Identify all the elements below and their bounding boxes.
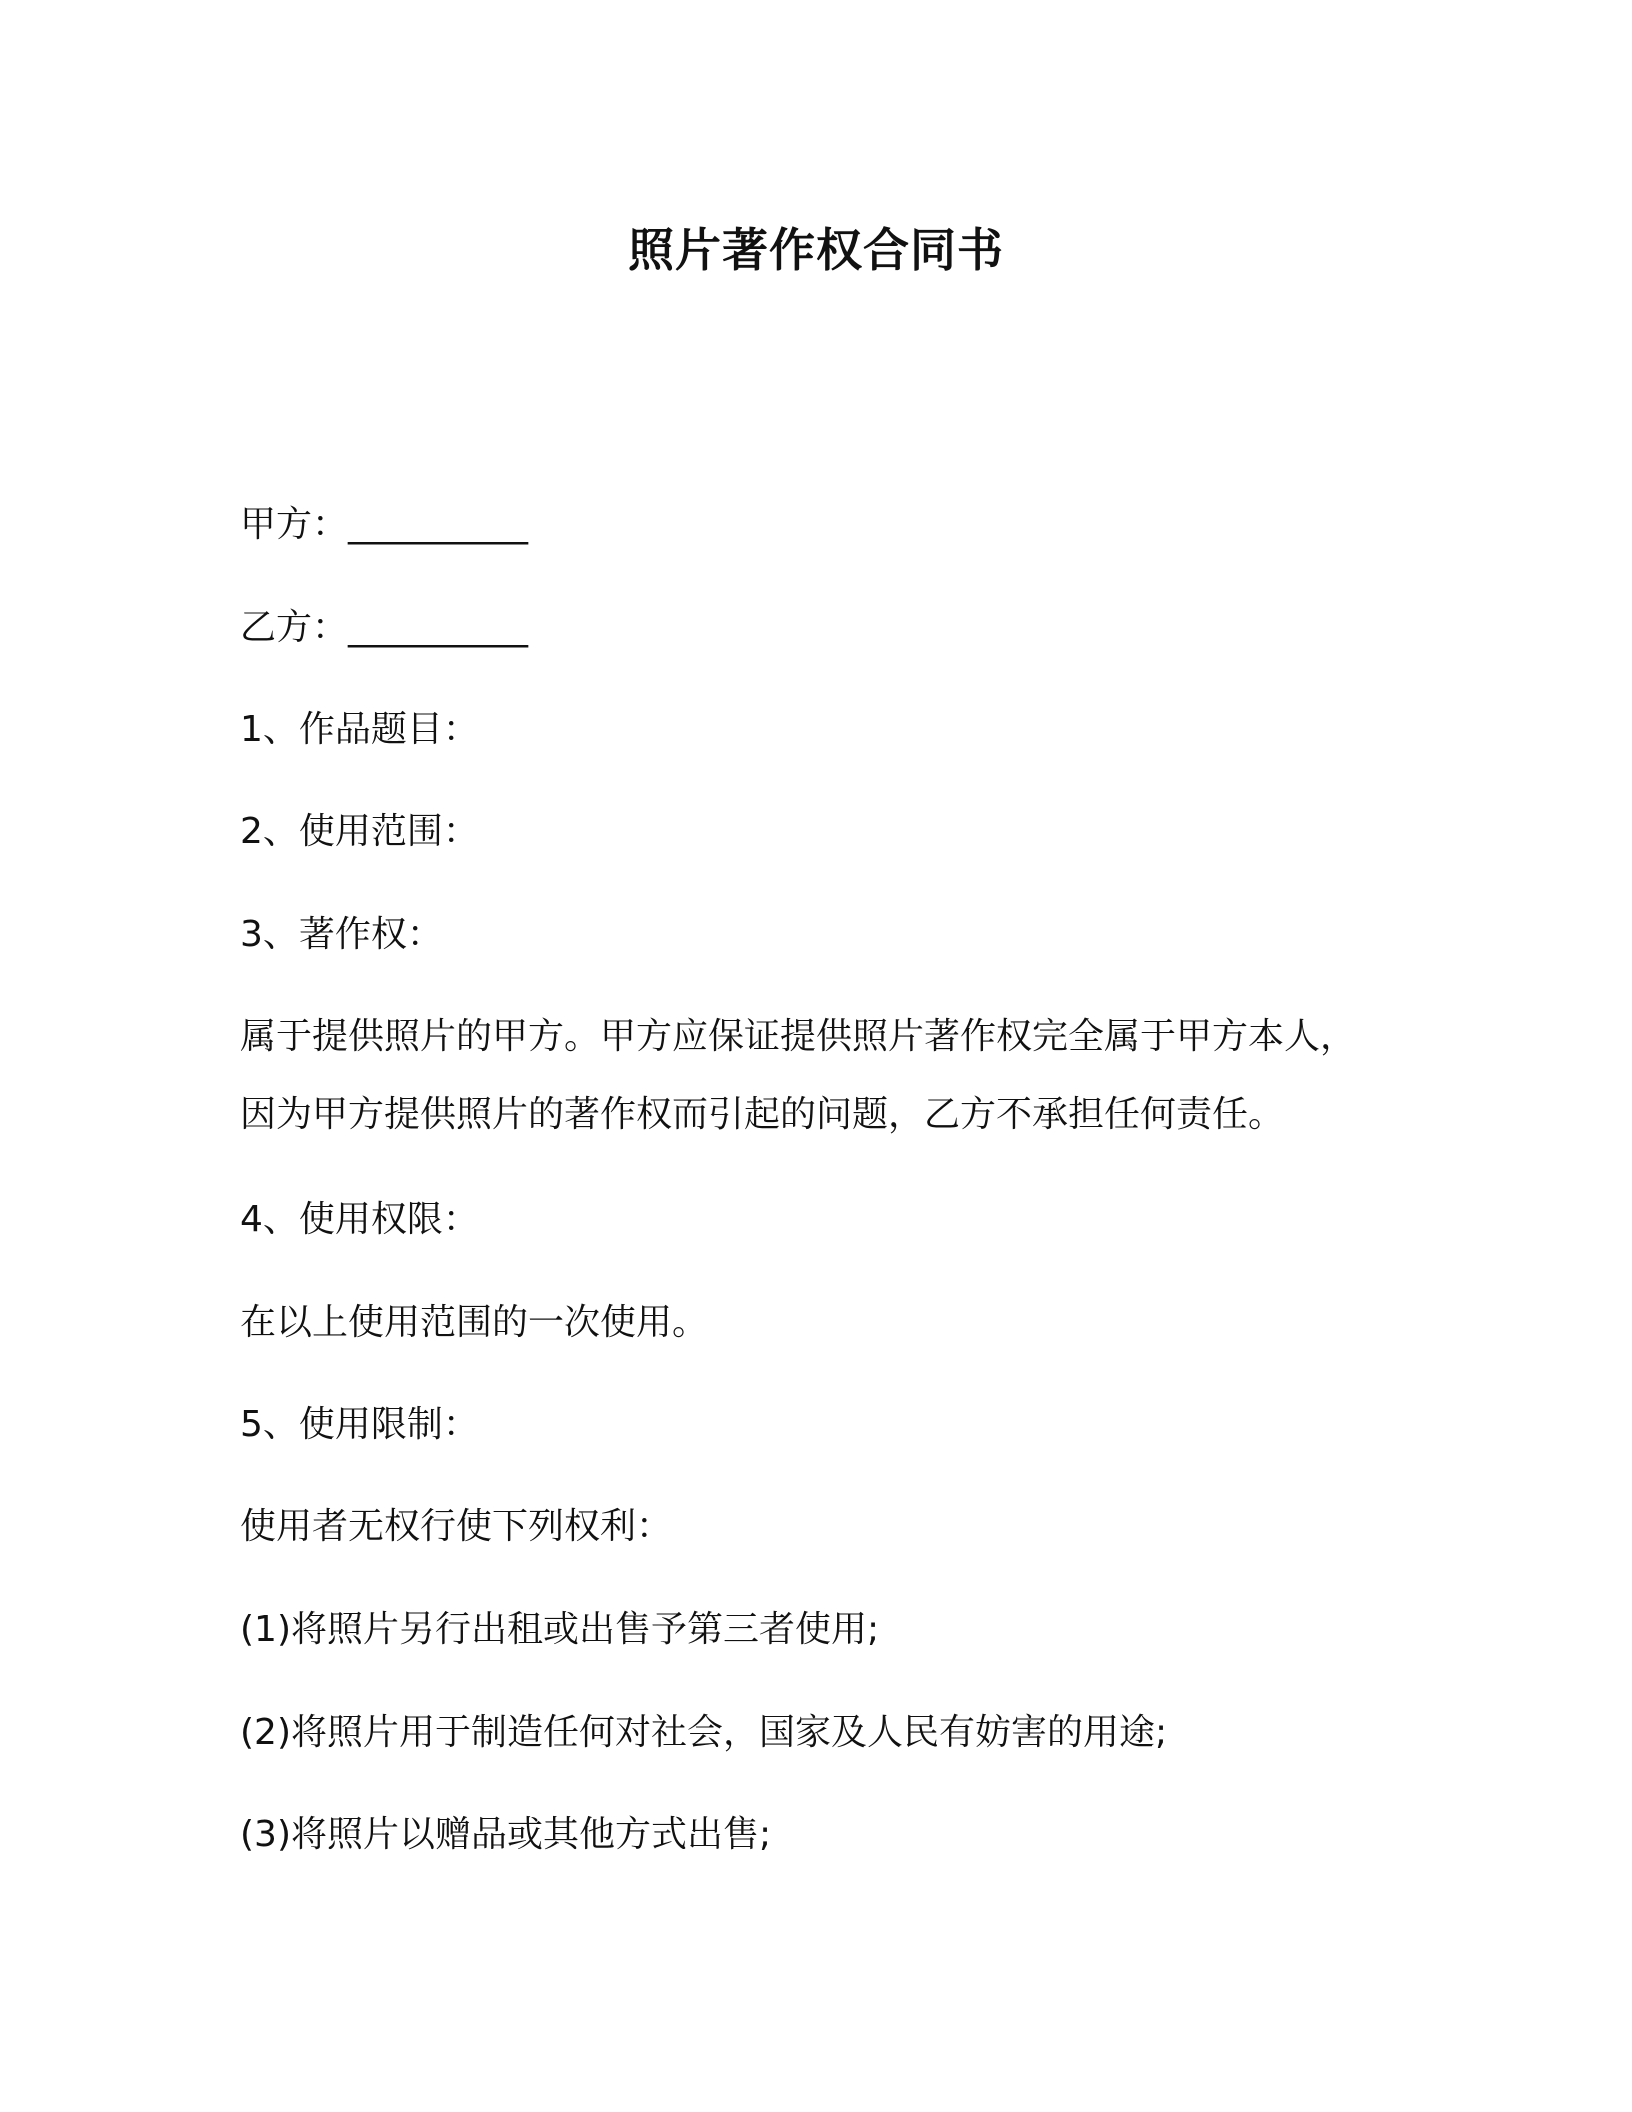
clause-5-heading: 5、使用限制： (240, 1404, 479, 1445)
clause-4-heading: 4、使用权限： (240, 1199, 479, 1240)
clause-4-text: 在以上使用范围的一次使用。 (240, 1302, 709, 1343)
party-b-line: 乙方：__________ (240, 607, 529, 648)
clause-5-text: 使用者无权行使下列权利： (240, 1506, 673, 1547)
clause-3-text-line-2: 因为甲方提供照片的著作权而引起的问题，乙方不承担任何责任。 (240, 1094, 1285, 1135)
clause-3-text-line-1: 属于提供照片的甲方。甲方应保证提供照片著作权完全属于甲方本人， (240, 1016, 1357, 1057)
clause-2-heading: 2、使用范围： (240, 811, 479, 852)
clause-5-item-1: (1)将照片另行出租或出售予第三者使用; (240, 1609, 880, 1650)
clause-3-heading: 3、著作权： (240, 914, 443, 955)
clause-5-item-2: (2)将照片用于制造任何对社会，国家及人民有妨害的用途; (240, 1712, 1168, 1753)
document-title: 照片著作权合同书 (628, 223, 1004, 277)
party-a-line: 甲方：__________ (240, 504, 529, 545)
clause-5-item-3: (3)将照片以赠品或其他方式出售; (240, 1814, 772, 1855)
clause-1-heading: 1、作品题目： (240, 709, 479, 750)
